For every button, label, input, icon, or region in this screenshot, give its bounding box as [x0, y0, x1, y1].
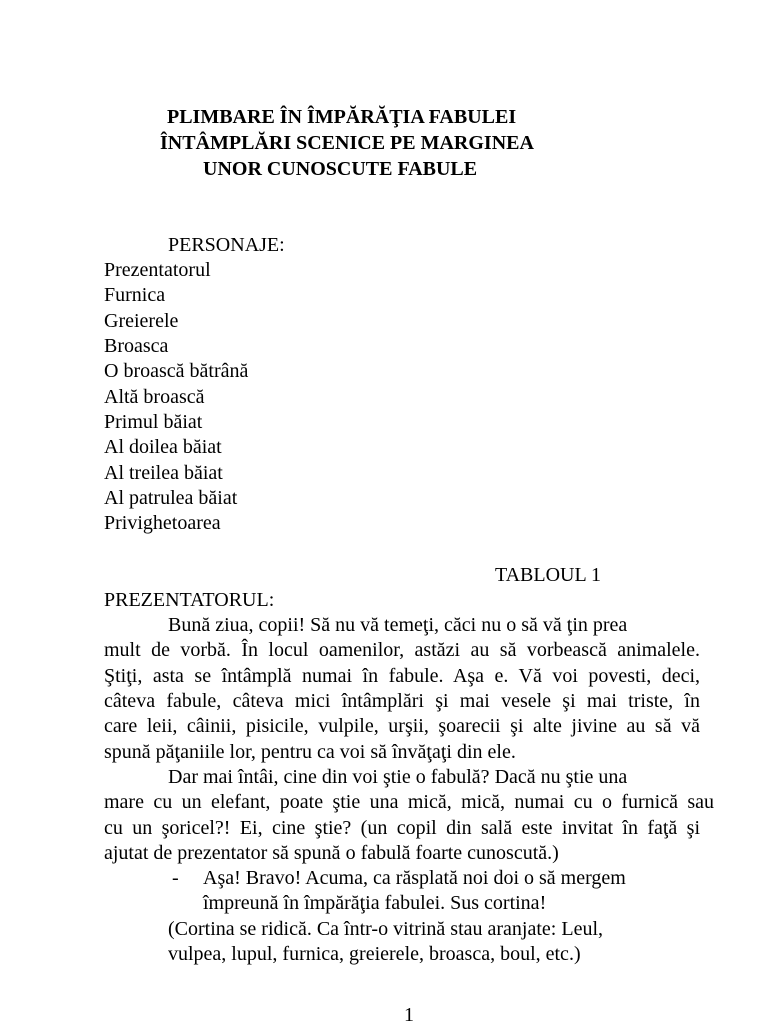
dialogue-line: împreună în împărăţia fabulei. Sus cortina! [203, 892, 547, 914]
title-line-2: ÎNTÂMPLĂRI SCENICE PE MARGINEA [160, 132, 534, 154]
paragraph-line: Bună ziua, copii! Să nu vă temeţi, căci nu o să vă ţin prea [168, 614, 628, 636]
character-item: Primul băiat [104, 411, 203, 433]
page-number: 1 [404, 1004, 414, 1026]
paragraph-line: cu un şoricel?! Ei, cine ştie? (un copil din sală este invitat în faţă şi [104, 817, 700, 839]
title-line-3: UNOR CUNOSCUTE FABULE [203, 158, 478, 180]
stage-direction-line: vulpea, lupul, furnica, greierele, broasca, boul, etc.) [168, 943, 581, 965]
paragraph-line: mare cu un elefant, poate ştie una mică, mică, numai cu o furnică sau [104, 791, 714, 813]
paragraph-line: spună păţaniile lor, pentru ca voi să învăţaţi din ele. [104, 741, 516, 763]
paragraph-line: care leii, câinii, pisicile, vulpile, urşii, şoarecii şi alte jivine au să vă [104, 715, 700, 737]
dialogue-line: Aşa! Bravo! Acuma, ca răsplată noi doi o să mergem [203, 867, 626, 889]
character-item: Furnica [104, 284, 166, 306]
character-item: Al doilea băiat [104, 436, 222, 458]
character-item: Prezentatorul [104, 259, 211, 281]
speaker-label: PREZENTATORUL: [104, 589, 275, 611]
character-item: Greierele [104, 310, 179, 332]
character-item: Privighetoarea [104, 512, 221, 534]
character-item: Broasca [104, 335, 169, 357]
character-item: Al patrulea băiat [104, 487, 238, 509]
paragraph-line: câteva fabule, câteva mici întâmplări şi mai vesele şi mai triste, în [104, 690, 700, 712]
paragraph-line: Dar mai întâi, cine din voi ştie o fabulă? Dacă nu ştie una [168, 766, 628, 788]
paragraph-line: ajutat de prezentator să spună o fabulă foarte cunoscută.) [104, 842, 559, 864]
character-item: Al treilea băiat [104, 462, 223, 484]
characters-heading: PERSONAJE: [168, 234, 285, 256]
character-item: O broască bătrână [104, 360, 249, 382]
scene-heading: TABLOUL 1 [495, 564, 601, 586]
dialogue-dash: - [172, 867, 179, 889]
stage-direction-line: (Cortina se ridică. Ca într-o vitrină stau aranjate: Leul, [168, 918, 603, 940]
paragraph-line: mult de vorbă. În locul oamenilor, astăzi au să vorbească animalele. [104, 639, 700, 661]
title-line-1: PLIMBARE ÎN ÎMPĂRĂŢIA FABULEI [167, 106, 517, 128]
character-item: Altă broască [104, 386, 205, 408]
paragraph-line: Ştiţi, asta se întâmplă numai în fabule. Aşa e. Vă voi povesti, deci, [104, 665, 700, 687]
